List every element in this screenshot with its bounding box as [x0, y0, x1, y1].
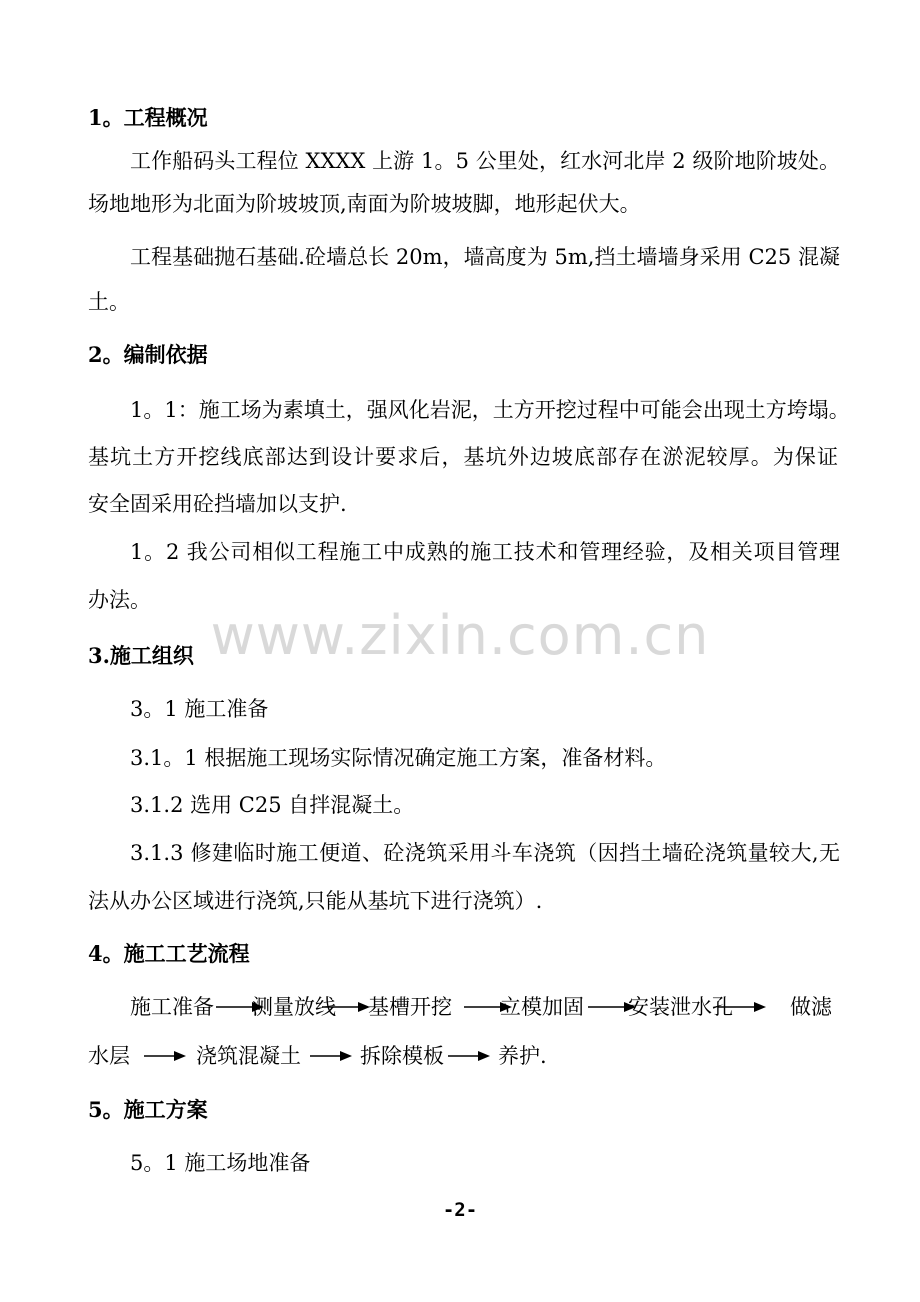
- section-1-paragraph-2-line-2: 土。: [88, 290, 130, 314]
- section-5-subheading-1: 5。1 施工场地准备: [130, 1151, 311, 1175]
- section-1-paragraph-1-line-1: 工作船码头工程位 XXXX 上游 1。5 公里处，红水河北岸 2 级阶地阶坡处。: [130, 149, 840, 173]
- flow-arrow-icon: [322, 993, 370, 1021]
- flow-arrow-icon: [718, 993, 766, 1021]
- section-2-paragraph-2-line-1: 1。2 我公司相似工程施工中成熟的施工技术和管理经验，及相关项目管理: [130, 540, 840, 564]
- section-1-paragraph-2-line-1: 工程基础抛石基础.砼墙总长 20m，墙高度为 5m,挡土墙墙身采用 C25 混凝: [130, 245, 840, 269]
- section-3-item-2: 3.1.2 选用 C25 自拌混凝土。: [130, 793, 415, 817]
- section-1-heading: 1。工程概况: [88, 105, 208, 130]
- section-2-paragraph-1-line-3: 安全固采用砼挡墙加以支护.: [88, 492, 347, 516]
- section-3-item-3-line-1: 3.1.3 修建临时施工便道、砼浇筑采用斗车浇筑（因挡土墙砼浇筑量较大,无: [130, 841, 840, 865]
- flow-step-8: 拆除模板: [360, 1044, 444, 1068]
- flow-arrow-icon: [144, 1042, 186, 1070]
- flow-step-3: 基槽开挖: [368, 995, 452, 1019]
- flow-step-6-part-2: 水层: [88, 1044, 130, 1068]
- flow-step-6-part-1: 做滤: [790, 995, 832, 1019]
- section-2-heading: 2。编制依据: [88, 342, 208, 367]
- section-3-subheading-1: 3。1 施工准备: [130, 697, 269, 721]
- section-4-heading: 4。施工工艺流程: [88, 941, 250, 966]
- flow-step-7: 浇筑混凝土: [196, 1044, 301, 1068]
- section-2-paragraph-1-line-1: 1。1：施工场为素填土，强风化岩泥，土方开挖过程中可能会出现土方垮塌。: [130, 398, 850, 422]
- flow-arrow-icon: [310, 1042, 352, 1070]
- flow-step-4: 立模加固: [500, 995, 584, 1019]
- flow-step-5: 安装泄水孔: [628, 995, 733, 1019]
- section-2-paragraph-2-line-2: 办法。: [88, 588, 151, 612]
- flow-step-2: 测量放线: [252, 995, 336, 1019]
- flow-step-9: 养护.: [498, 1044, 547, 1068]
- page-number: -2-: [442, 1199, 478, 1221]
- section-2-paragraph-1-line-2: 基坑土方开挖线底部达到设计要求后，基坑外边坡底部存在淤泥较厚。为保证: [88, 445, 838, 469]
- flow-arrow-icon: [448, 1042, 490, 1070]
- flow-step-1: 施工准备: [130, 995, 214, 1019]
- section-5-heading: 5。施工方案: [88, 1097, 208, 1122]
- section-3-heading: 3.施工组织: [88, 643, 194, 668]
- watermark: www.zixin.com.cn: [210, 604, 710, 667]
- section-1-paragraph-1-line-2: 场地地形为北面为阶坡坡顶,南面为阶坡坡脚，地形起伏大。: [88, 192, 641, 216]
- section-3-item-3-line-2: 法从办公区域进行浇筑,只能从基坑下进行浇筑）.: [88, 889, 543, 913]
- section-3-item-1: 3.1。1 根据施工现场实际情况确定施工方案，准备材料。: [130, 746, 667, 770]
